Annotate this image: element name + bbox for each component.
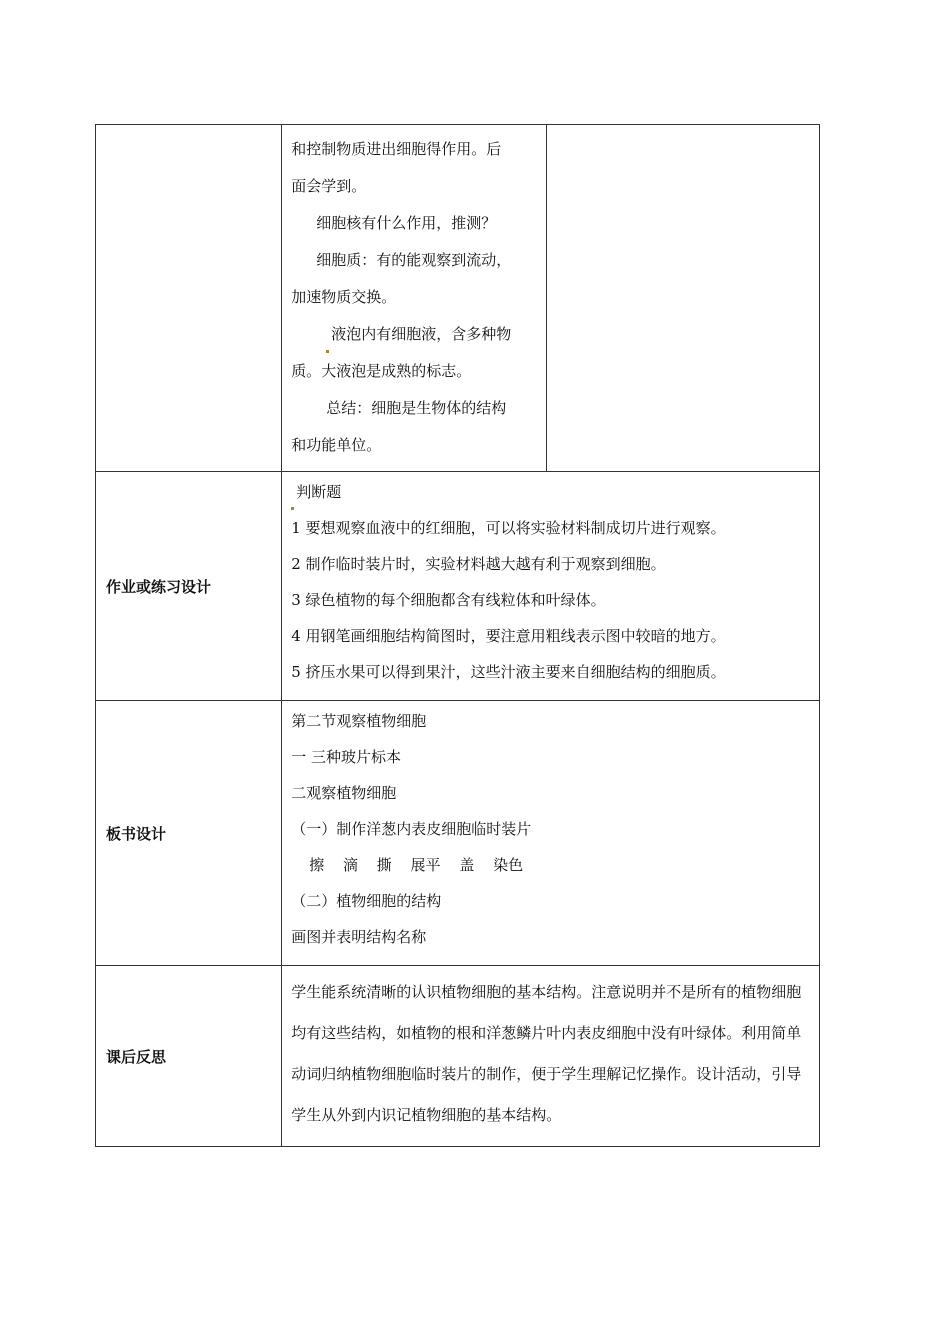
homework-line: 5 挤压水果可以得到果汁，这些汁液主要来自细胞结构的细胞质。	[291, 663, 726, 681]
homework-line: 3 绿色植物的每个细胞都含有线粒体和叶绿体。	[291, 591, 606, 609]
content-line: 细胞质：有的能观察到流动，	[316, 251, 512, 269]
board-line: 画图并表明结构名称	[291, 928, 427, 946]
board-content-cell	[282, 701, 820, 966]
content-line: 质。大液泡是成熟的标志。	[291, 362, 472, 380]
reflection-label: 课后反思	[96, 966, 282, 1147]
board-line: 二观察植物细胞	[291, 784, 397, 802]
reflection-text: 学生能系统清晰的认识植物细胞的基本结构。注意说明并不是所有的植物细胞均有这些结构，如植物的根和洋葱鳞片叶内表皮细胞中没有叶绿体。利用简单动词归纳植物细胞临时装片的制作，便于学生理解记忆操作。设计活动，引导学生从外到内识记植物细胞的基本结构。	[282, 966, 820, 1147]
content-line: 液泡内有细胞液，含多种物	[291, 316, 537, 353]
homework-line: 判断题	[291, 474, 811, 510]
row-teaching-content	[96, 125, 820, 472]
board-line: （二）植物细胞的结构	[291, 892, 442, 910]
row1-notes-cell	[546, 125, 819, 472]
content-line: 和控制物质进出细胞得作用。后	[291, 140, 502, 158]
homework-content-cell	[282, 472, 820, 701]
content-line: 加速物质交换。	[291, 288, 397, 306]
homework-line: 4 用钢笔画细胞结构简图时，要注意用粗线表示图中较暗的地方。	[291, 627, 726, 645]
homework-label: 作业或练习设计	[96, 472, 282, 701]
board-line: （一）制作洋葱内表皮细胞临时装片	[291, 820, 532, 838]
board-line: 一 三种玻片标本	[291, 748, 402, 766]
content-line: 细胞核有什么作用，推测？	[316, 214, 497, 232]
row-board-design	[96, 701, 820, 966]
board-line: 第二节观察植物细胞	[291, 712, 427, 730]
content-line: 总结：细胞是生物体的结构	[326, 399, 507, 417]
homework-line: 1 要想观察血液中的红细胞，可以将实验材料制成切片进行观察。	[291, 519, 726, 537]
board-line: 擦 滴 撕 展平 盖 染色	[309, 856, 524, 874]
lesson-plan-table	[95, 124, 820, 1147]
row-reflection	[96, 966, 820, 1147]
row1-label-cell	[96, 125, 282, 472]
row1-content-cell	[282, 125, 546, 472]
content-line: 面会学到。	[291, 177, 367, 195]
content-line: 和功能单位。	[291, 436, 382, 454]
homework-line: 2 制作临时装片时，实验材料越大越有利于观察到细胞。	[291, 555, 666, 573]
board-label: 板书设计	[96, 701, 282, 966]
row-homework	[96, 472, 820, 701]
